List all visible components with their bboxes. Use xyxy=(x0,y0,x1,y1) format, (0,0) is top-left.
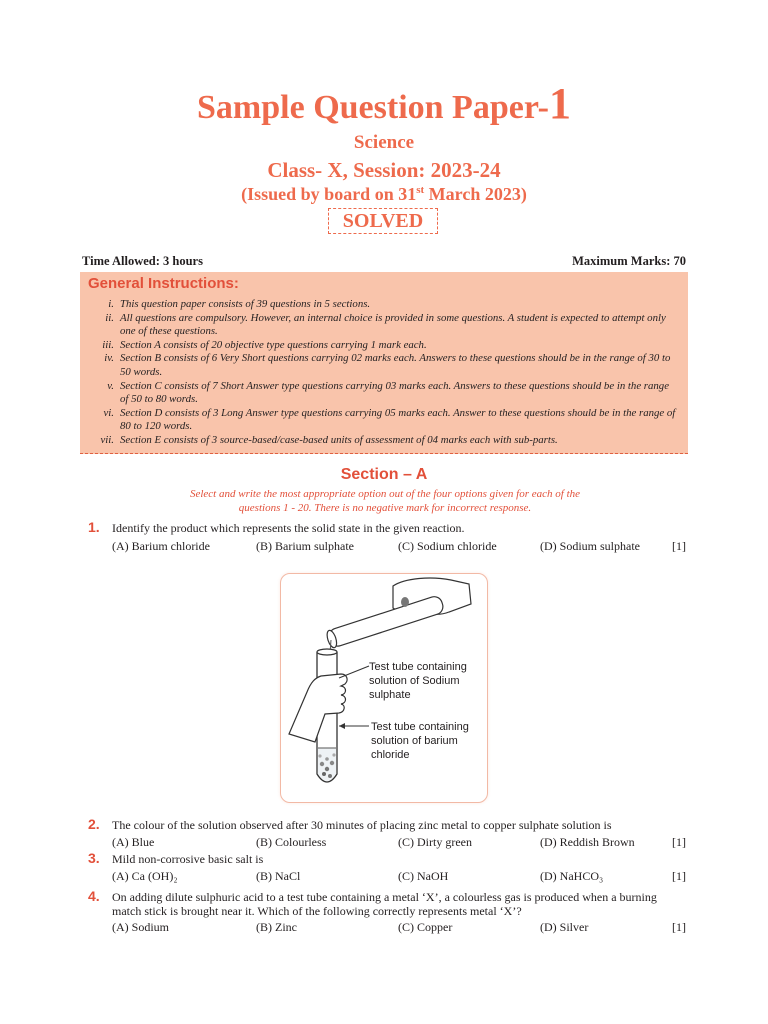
question-text: Mild non-corrosive basic salt is xyxy=(112,852,264,866)
option-a: (A) Barium chloride xyxy=(112,539,210,553)
finger-nail xyxy=(401,597,409,607)
reaction-figure xyxy=(280,573,488,803)
question-mark: [1] xyxy=(672,539,686,553)
label2-arrow-head xyxy=(339,723,345,729)
question-number: 1. xyxy=(88,519,100,535)
question-number: 3. xyxy=(88,850,100,866)
question-text: The colour of the solution observed after 30 minutes of placing zinc metal to copper sulphate solution is xyxy=(112,818,612,832)
issued-heading: (Issued by board on 31st March 2023) xyxy=(241,184,527,204)
option-d: (D) Reddish Brown xyxy=(540,835,635,849)
option-b: (B) Zinc xyxy=(256,920,297,934)
question-options xyxy=(112,539,686,555)
paper-title: Sample Question Paper-1 xyxy=(197,79,571,128)
question-number: 4. xyxy=(88,888,100,904)
section-a-title: Section – A xyxy=(340,466,428,483)
instructions-list xyxy=(80,298,684,448)
general-instructions-title: General Instructions: xyxy=(88,275,239,292)
question-options xyxy=(112,920,686,936)
time-allowed: Time Allowed: 3 hours xyxy=(82,254,203,268)
maximum-marks: Maximum Marks: 70 xyxy=(572,254,686,268)
solved-badge: SOLVED xyxy=(328,208,438,234)
instruction-item: iii. Section A consists of 20 objective type questions carrying 1 mark each. xyxy=(102,338,427,351)
question-mark: [1] xyxy=(672,920,686,934)
lower-hand xyxy=(289,674,347,742)
instruction-item: v. Section C consists of 7 Short Answer type questions carrying 03 marks each. Answers to these questions should be in the range of 50 to 80 words. xyxy=(107,379,670,406)
question-options xyxy=(112,835,686,851)
question-text: Identify the product which represents the solid state in the given reaction. xyxy=(112,521,465,535)
exam-meta-row xyxy=(82,254,686,269)
question-mark: [1] xyxy=(672,869,686,883)
question-text: On adding dilute sulphuric acid to a test tube containing a metal ‘X’, a colourless gas is produced when a burning match stick is brought near it. Which of the following correctly represents metal ‘X’? xyxy=(112,890,657,918)
question-mark: [1] xyxy=(672,835,686,849)
figure-label-sodium-sulphate: Test tube containing solution of Sodium sulphate xyxy=(369,661,467,701)
label1-pointer xyxy=(339,666,369,678)
section-a-instruction: Select and write the most appropriate option out of the four options given for each of the questions 1 - 20. There is no negative mark for incorrect response. xyxy=(189,488,581,514)
option-d: (D) NaHCO₃ xyxy=(540,869,604,883)
instruction-item: iv. Section B consists of 6 Very Short questions carrying 02 marks each. Answers to these questions should be in the range of 30 to 50 words. xyxy=(104,352,671,378)
figure-label-barium-chloride: Test tube containing solution of barium chloride xyxy=(371,721,469,761)
instruction-item: i. This question paper consists of 39 questions in 5 sections. xyxy=(108,298,371,310)
option-b: (B) Barium sulphate xyxy=(256,539,354,553)
class-session-heading: Class- X, Session: 2023-24 xyxy=(267,158,501,182)
instruction-item: vi. Section D consists of 3 Long Answer type questions carrying 05 marks each. Answer to these questions should be in the range of 80 to 120 words. xyxy=(103,406,676,433)
subject-heading: Science xyxy=(353,132,415,153)
option-a: (A) Blue xyxy=(112,835,155,849)
question-number: 2. xyxy=(88,816,100,832)
option-a: (A) Ca (OH)₂ xyxy=(112,869,178,883)
general-instructions-box xyxy=(80,272,688,454)
option-b: (B) Colourless xyxy=(256,835,327,849)
option-b: (B) NaCl xyxy=(256,869,301,883)
option-c: (C) Copper xyxy=(398,920,453,934)
pouring-test-tube xyxy=(325,595,445,649)
question-options xyxy=(112,869,686,885)
option-d: (D) Silver xyxy=(540,920,589,934)
option-c: (C) NaOH xyxy=(398,869,449,883)
option-d: (D) Sodium sulphate xyxy=(540,539,640,553)
option-c: (C) Sodium chloride xyxy=(398,539,497,553)
instruction-item: ii. All questions are compulsory. However, an internal choice is provided in some questions. A student is expected to attempt only one of these questions. xyxy=(105,311,666,338)
instruction-item: vii. Section E consists of 3 source-based/case-based units of assessment of 04 marks each with sub-parts. xyxy=(100,433,558,446)
option-a: (A) Sodium xyxy=(112,920,169,934)
option-c: (C) Dirty green xyxy=(398,835,472,849)
